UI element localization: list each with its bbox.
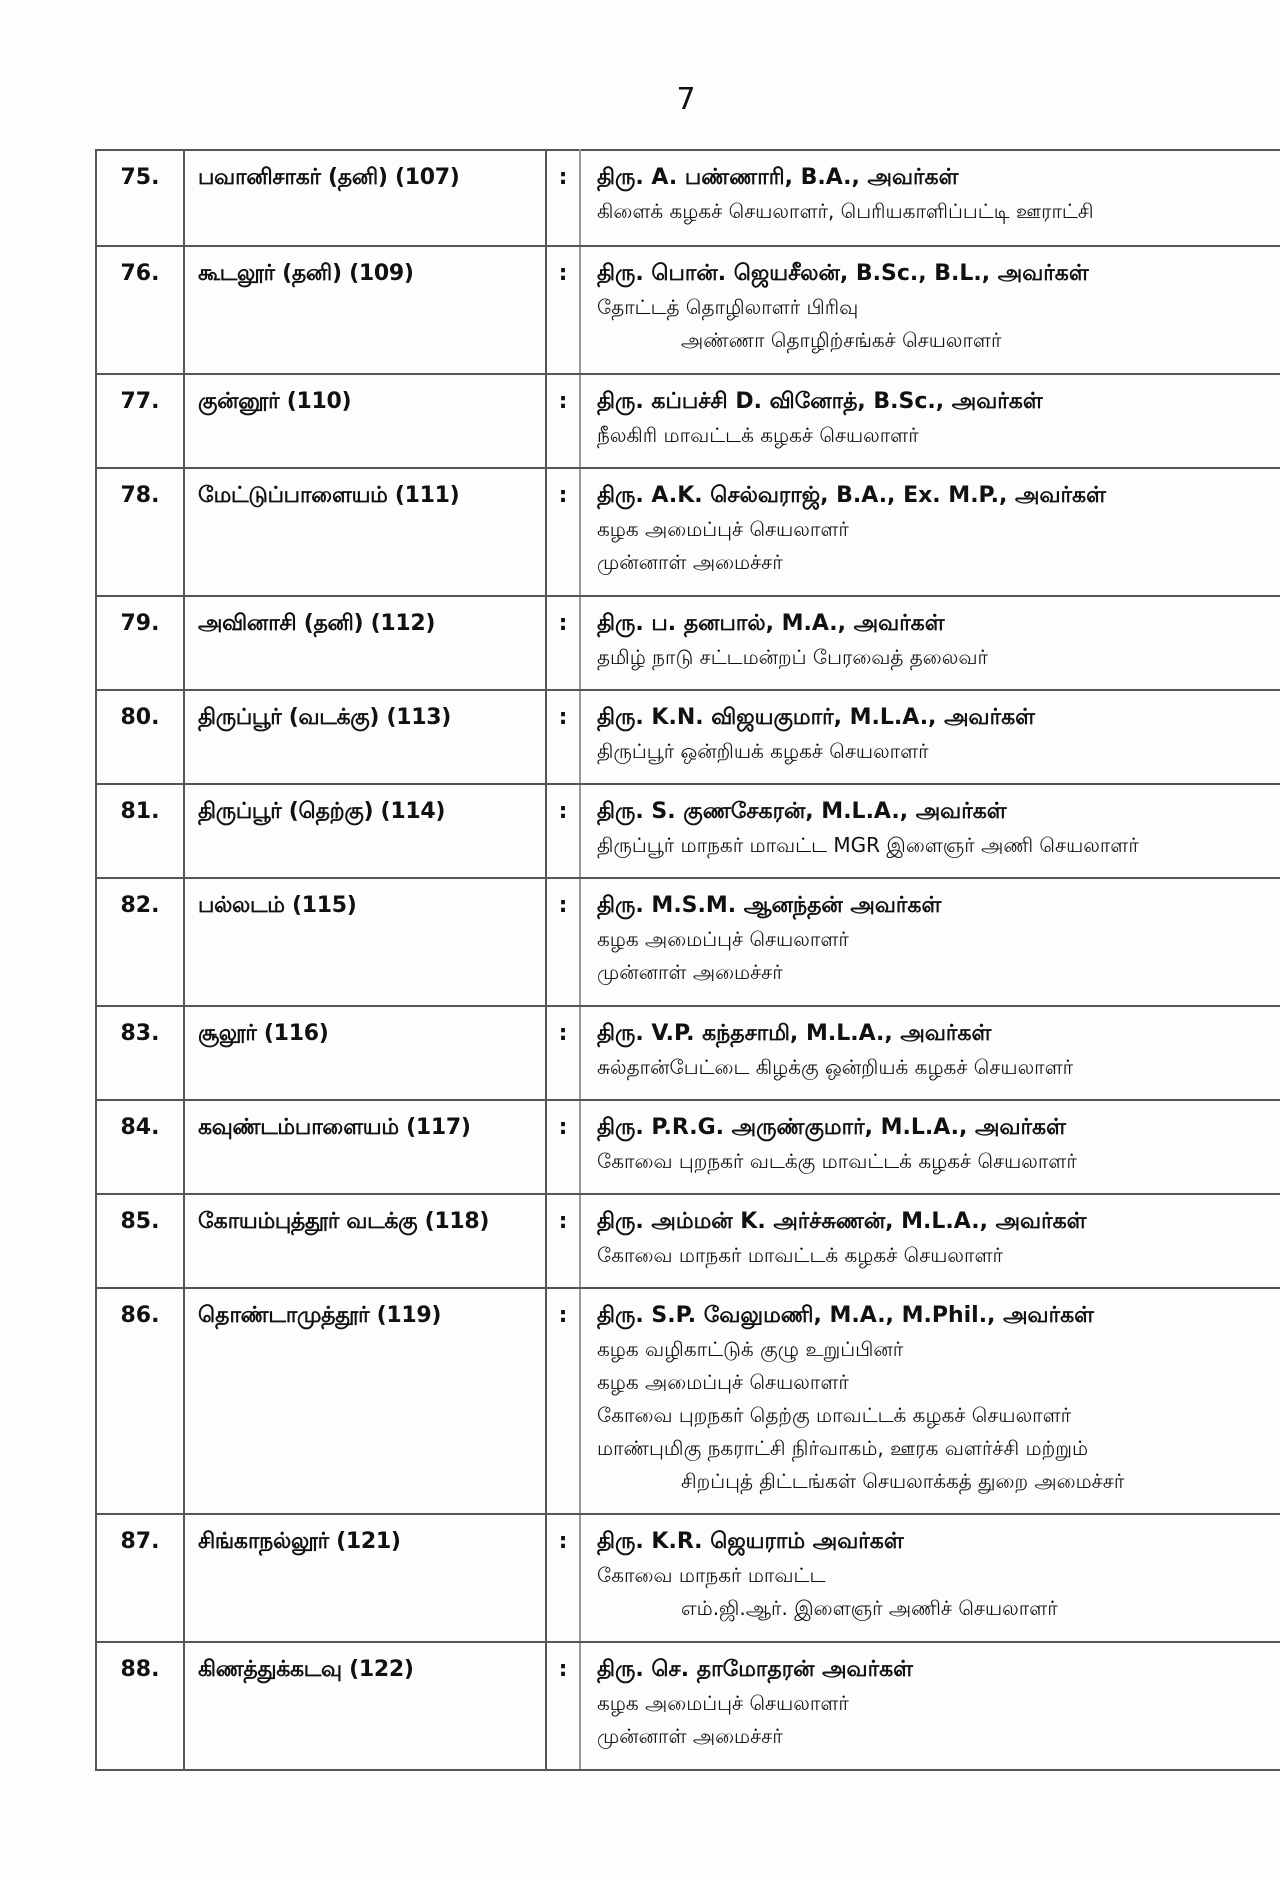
candidate-cell [580,1100,1280,1194]
candidate-name: திரு. கப்பச்சி D. வினோத், B.Sc., அவர்கள் [597,389,1043,414]
candidate-post: கிளைக் கழகச் செயலாளர், பெரியகாளிப்பட்டி ஊராட்சி [597,199,1094,223]
table-row [96,784,1280,878]
candidate-name: திரு. V.P. கந்தசாமி, M.L.A., அவர்கள் [597,1021,992,1046]
candidate-post: கோவை மாநகர் மாவட்டக் கழகச் செயலாளர் [597,1243,1003,1267]
candidate-cell [580,246,1280,374]
serial-number: 84. [96,1100,184,1194]
colon-separator: : [546,246,580,374]
table-row [96,1514,1280,1642]
serial-number: 88. [96,1642,184,1770]
colon-separator: : [546,150,580,246]
candidate-post: முன்னாள் அமைச்சர் [597,550,783,574]
colon-separator: : [546,1514,580,1642]
candidate-post: திருப்பூர் மாநகர் மாவட்ட MGR இளைஞர் அணி செயலாளர் [597,833,1139,857]
serial-number: 77. [96,374,184,468]
serial-number: 82. [96,878,184,1006]
candidate-post: திருப்பூர் ஒன்றியக் கழகச் செயலாளர் [597,739,929,763]
serial-number: 81. [96,784,184,878]
colon-separator: : [546,1642,580,1770]
candidate-post: நீலகிரி மாவட்டக் கழகச் செயலாளர் [597,423,919,447]
constituency-name: திருப்பூர் (தெற்கு) (114) [184,784,546,878]
candidate-name: திரு. ப. தனபால், M.A., அவர்கள் [597,611,945,636]
candidate-post: கழக அமைப்புச் செயலாளர் [597,1370,849,1394]
constituency-name: கோயம்புத்தூர் வடக்கு (118) [184,1194,546,1288]
constituency-name: சிங்காநல்லூர் (121) [184,1514,546,1642]
serial-number: 85. [96,1194,184,1288]
constituency-name: கிணத்துக்கடவு (122) [184,1642,546,1770]
candidate-cell [580,784,1280,878]
candidate-post: கழக அமைப்புச் செயலாளர் [597,1691,849,1715]
serial-number: 83. [96,1006,184,1100]
candidate-name: திரு. S. குணசேகரன், M.L.A., அவர்கள் [597,799,1007,824]
colon-separator: : [546,1288,580,1514]
page-number: 7 [676,82,696,117]
candidate-post: மாண்புமிகு நகராட்சி நிர்வாகம், ஊரக வளர்ச்சி மற்றும் [597,1436,1089,1460]
colon-separator: : [546,878,580,1006]
table-row [96,246,1280,374]
candidate-post: அண்ணா தொழிற்சங்கச் செயலாளர் [681,328,1002,352]
candidate-post: எம்.ஜி.ஆர். இளைஞர் அணிச் செயலாளர் [681,1596,1058,1620]
constituency-name: மேட்டுப்பாளையம் (111) [184,468,546,596]
candidate-name: திரு. A.K. செல்வராஜ், B.A., Ex. M.P., அவர்கள் [597,483,1106,508]
constituency-name: திருப்பூர் (வடக்கு) (113) [184,690,546,784]
constituency-name: குன்னூர் (110) [184,374,546,468]
constituency-name: பல்லடம் (115) [184,878,546,1006]
constituency-name: சூலூர் (116) [184,1006,546,1100]
colon-separator: : [546,596,580,690]
constituency-name: கூடலூர் (தனி) (109) [184,246,546,374]
table-row [96,690,1280,784]
serial-number: 78. [96,468,184,596]
candidate-cell [580,1642,1280,1770]
table-row [96,468,1280,596]
candidate-post: கழக அமைப்புச் செயலாளர் [597,517,849,541]
candidate-table-body [96,150,1280,1770]
serial-number: 87. [96,1514,184,1642]
candidate-cell [580,1288,1280,1514]
candidate-name: திரு. M.S.M. ஆனந்தன் அவர்கள் [597,893,942,918]
candidate-name: திரு. K.N. விஜயகுமார், M.L.A., அவர்கள் [597,705,1035,730]
candidate-name: திரு. S.P. வேலுமணி, M.A., M.Phil., அவர்கள் [597,1303,1094,1328]
serial-number: 75. [96,150,184,246]
candidate-post: முன்னாள் அமைச்சர் [597,960,783,984]
table-row [96,596,1280,690]
constituency-name: தொண்டாமுத்தூர் (119) [184,1288,546,1514]
candidate-post: கோவை புறநகர் தெற்கு மாவட்டக் கழகச் செயலாளர் [597,1403,1072,1427]
table-row [96,1100,1280,1194]
candidate-cell [580,1514,1280,1642]
colon-separator: : [546,1194,580,1288]
candidate-name: திரு. A. பண்ணாரி, B.A., அவர்கள் [597,165,959,190]
candidate-name: திரு. பொன். ஜெயசீலன், B.Sc., B.L., அவர்கள் [597,261,1089,286]
candidate-cell [580,1194,1280,1288]
constituency-name: கவுண்டம்பாளையம் (117) [184,1100,546,1194]
table-row [96,150,1280,246]
candidate-cell [580,150,1280,246]
colon-separator: : [546,690,580,784]
colon-separator: : [546,784,580,878]
candidate-post: சுல்தான்பேட்டை கிழக்கு ஒன்றியக் கழகச் செயலாளர் [597,1055,1074,1079]
table-row [96,878,1280,1006]
candidate-name: திரு. அம்மன் K. அர்ச்சுணன், M.L.A., அவர்கள் [597,1209,1087,1234]
candidate-post: கழக வழிகாட்டுக் குழு உறுப்பினர் [597,1337,904,1361]
colon-separator: : [546,1100,580,1194]
table-row [96,1194,1280,1288]
candidate-cell [580,690,1280,784]
candidate-cell [580,468,1280,596]
colon-separator: : [546,1006,580,1100]
serial-number: 79. [96,596,184,690]
serial-number: 86. [96,1288,184,1514]
candidate-post: கழக அமைப்புச் செயலாளர் [597,927,849,951]
table-row [96,1288,1280,1514]
candidate-cell [580,878,1280,1006]
constituency-name: பவானிசாகர் (தனி) (107) [184,150,546,246]
candidate-name: திரு. K.R. ஜெயராம் அவர்கள் [597,1529,904,1554]
candidate-table [95,149,1280,1771]
candidate-post: தோட்டத் தொழிலாளர் பிரிவு [597,295,859,319]
serial-number: 80. [96,690,184,784]
table-row [96,374,1280,468]
candidate-cell [580,596,1280,690]
candidate-name: திரு. செ. தாமோதரன் அவர்கள் [597,1657,914,1682]
candidate-post: கோவை புறநகர் வடக்கு மாவட்டக் கழகச் செயலாளர் [597,1149,1077,1173]
candidate-name: திரு. P.R.G. அருண்குமார், M.L.A., அவர்கள் [597,1115,1066,1140]
table-row [96,1642,1280,1770]
candidate-post: தமிழ் நாடு சட்டமன்றப் பேரவைத் தலைவர் [597,645,988,669]
candidate-post: சிறப்புத் திட்டங்கள் செயலாக்கத் துறை அமைச்சர் [681,1469,1125,1493]
candidate-cell [580,374,1280,468]
colon-separator: : [546,374,580,468]
candidate-cell [580,1006,1280,1100]
serial-number: 76. [96,246,184,374]
candidate-post: கோவை மாநகர் மாவட்ட [597,1563,826,1587]
constituency-name: அவினாசி (தனி) (112) [184,596,546,690]
colon-separator: : [546,468,580,596]
table-row [96,1006,1280,1100]
candidate-post: முன்னாள் அமைச்சர் [597,1724,783,1748]
